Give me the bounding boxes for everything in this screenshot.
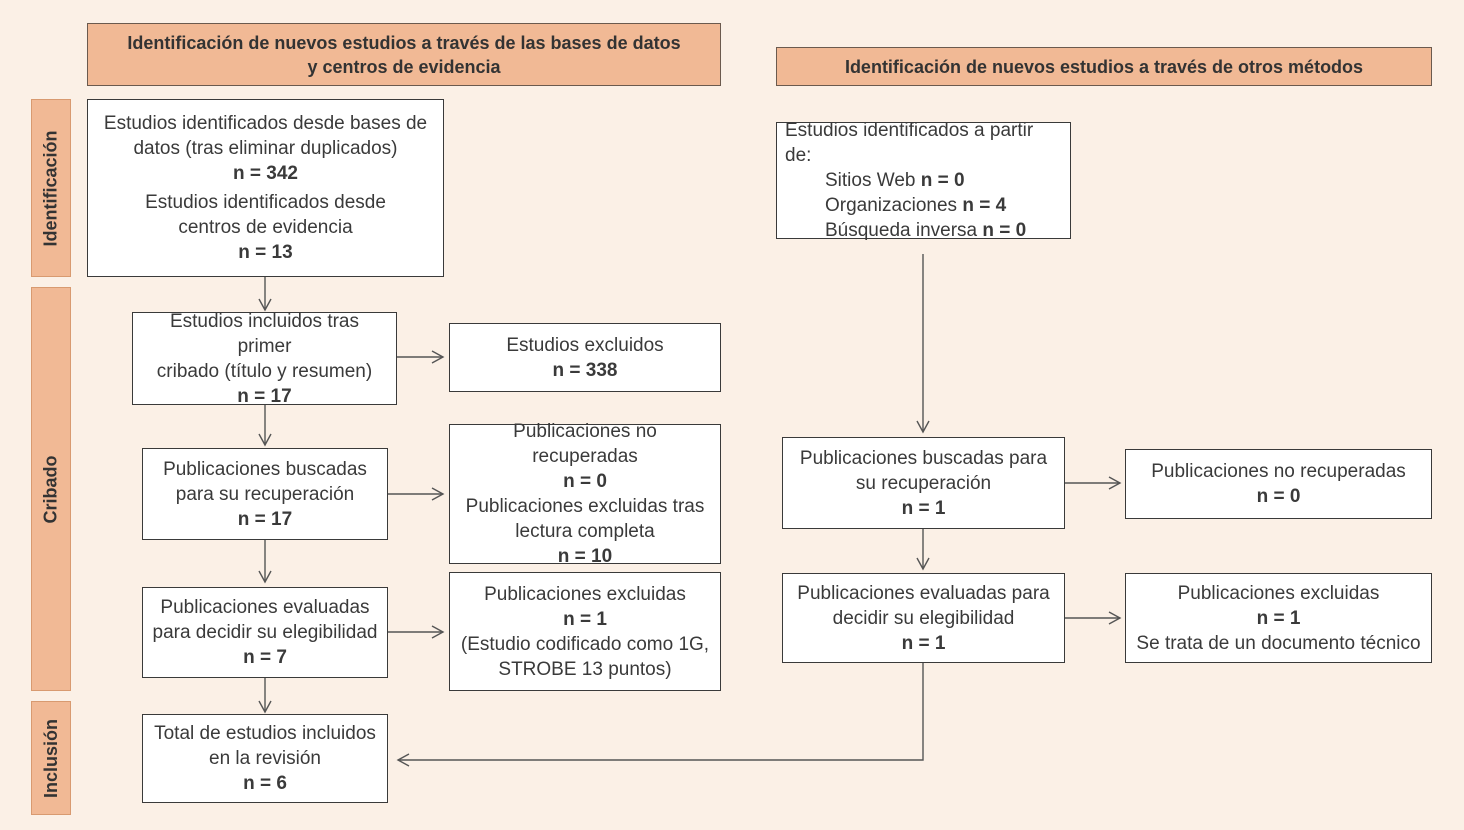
count-value: n = 17 xyxy=(237,385,292,407)
count-value: n = 10 xyxy=(557,546,613,567)
count-value: n = 7 xyxy=(243,647,287,668)
source-label: Búsqueda inversa xyxy=(825,220,978,241)
text-line: Estudios identificados a partir de: xyxy=(785,120,1034,166)
count-value: n = 1 xyxy=(1256,607,1301,629)
text-line: Publicaciones evaluadas xyxy=(160,597,370,618)
text-line: (Estudio codificado como 1G, xyxy=(460,633,710,655)
text-line: Publicaciones excluidas xyxy=(1177,582,1380,604)
source-label: Organizaciones xyxy=(825,195,958,216)
text-line: Publicaciones no recuperadas xyxy=(1151,461,1406,482)
phase-screening-text: Cribado xyxy=(40,454,61,524)
count-value: n = 0 xyxy=(563,471,607,492)
text-line: Publicaciones no recuperadas xyxy=(513,421,657,467)
source-websites xyxy=(785,168,965,193)
text-line: Publicaciones buscadas para xyxy=(799,447,1048,469)
box-total-included xyxy=(142,714,388,803)
count-value: n = 0 xyxy=(982,220,1027,241)
text-line: Estudios incluidos tras primer xyxy=(169,310,360,357)
phase-label-inclusion xyxy=(31,701,71,815)
text-line: decidir su elegibilidad xyxy=(832,607,1015,629)
text-line: Publicaciones evaluadas para xyxy=(797,582,1050,604)
text-line: para decidir su elegibilidad xyxy=(152,622,378,643)
count-value: n = 4 xyxy=(962,195,1007,216)
header-other-methods xyxy=(776,47,1432,86)
phase-identification-text: Identificación xyxy=(40,129,61,247)
header-left-line2: y centros de evidencia xyxy=(307,56,501,77)
text-line: Se trata de un documento técnico xyxy=(1136,632,1421,654)
text-line: centros de evidencia xyxy=(178,217,353,238)
phase-label-identification xyxy=(31,99,71,277)
header-right-text: Identificación de nuevos estudios a través de otros métodos xyxy=(844,56,1364,77)
count-value: n = 1 xyxy=(901,632,946,654)
count-value: n = 1 xyxy=(901,497,946,519)
text-line: Total de estudios incluidos xyxy=(154,723,376,744)
count-value: n = 0 xyxy=(920,170,965,191)
text-line: cribado (título y resumen) xyxy=(156,360,373,382)
box-left-identified xyxy=(87,99,444,277)
text-line: lectura completa xyxy=(515,521,655,542)
source-label: Sitios Web xyxy=(825,170,916,191)
text-line: su recuperación xyxy=(855,472,992,494)
box-left-not-retrieved xyxy=(449,421,721,567)
box-right-identified xyxy=(776,122,1071,239)
box-left-excluded xyxy=(449,323,721,392)
text-line: Publicaciones excluidas tras xyxy=(465,496,705,517)
text-line: en la revisión xyxy=(209,748,321,769)
text-line: datos (tras eliminar duplicados) xyxy=(133,138,398,159)
text-line: Publicaciones excluidas xyxy=(484,583,686,605)
text-line: STROBE 13 puntos) xyxy=(498,658,672,680)
count-value: n = 13 xyxy=(238,242,293,263)
text-line: Estudios identificados desde bases de xyxy=(103,113,428,134)
source-organizations xyxy=(785,193,1006,218)
text-line: Publicaciones buscadas xyxy=(163,458,367,480)
count-value: n = 342 xyxy=(233,163,298,184)
text-line: para su recuperación xyxy=(175,483,355,505)
phase-label-screening xyxy=(31,287,71,691)
text-line: Estudios excluidos xyxy=(506,334,664,356)
header-database-identification xyxy=(87,23,721,86)
count-value: n = 0 xyxy=(1256,486,1301,507)
box-left-sought xyxy=(142,448,388,540)
count-value: n = 6 xyxy=(243,773,287,794)
source-reverse-search xyxy=(785,218,1026,243)
header-left-line1: Identificación de nuevos estudios a través de las bases de datos xyxy=(127,32,681,53)
box-left-assessed xyxy=(142,587,388,678)
phase-inclusion-text: Inclusión xyxy=(40,718,61,798)
count-value: n = 1 xyxy=(563,608,607,630)
text-line: Estudios identificados desde xyxy=(145,192,386,213)
count-value: n = 17 xyxy=(237,508,293,530)
box-right-sought xyxy=(782,437,1065,529)
box-left-screened xyxy=(132,312,397,405)
box-right-not-retrieved xyxy=(1125,449,1432,519)
box-right-assessed xyxy=(782,573,1065,663)
box-right-excluded xyxy=(1125,573,1432,663)
box-left-excluded-publications xyxy=(449,572,721,691)
count-value: n = 338 xyxy=(552,359,618,381)
